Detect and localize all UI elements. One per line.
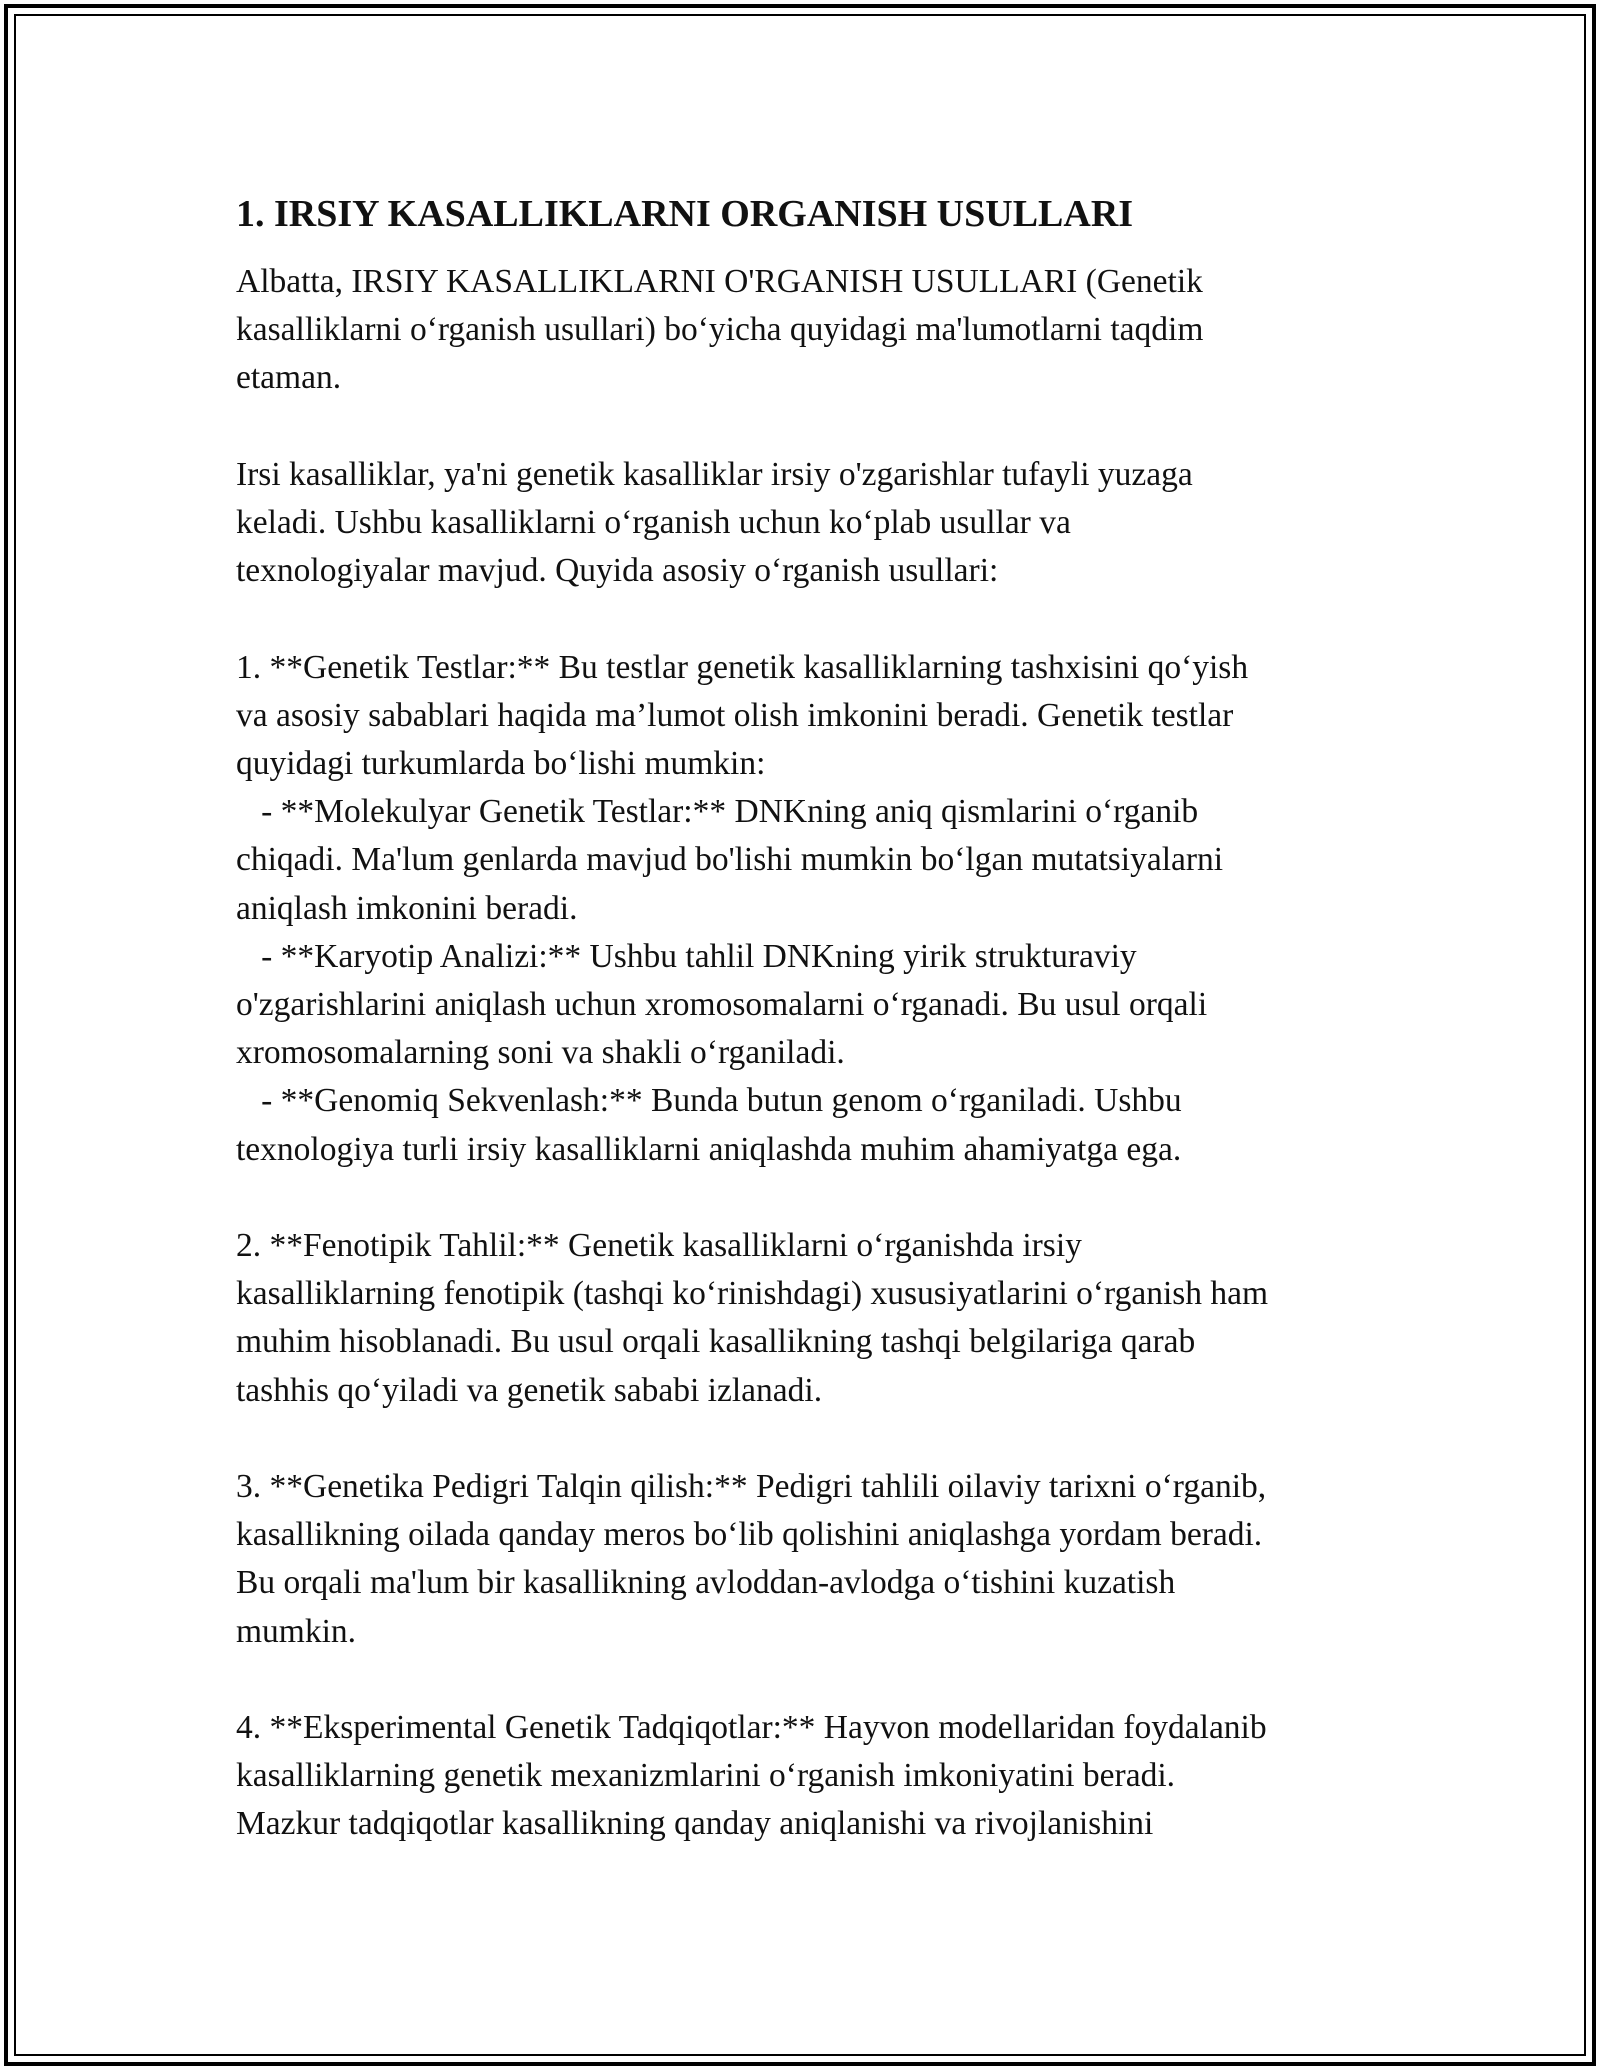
section-phenotypic-analysis: 2. **Fenotipik Tahlil:** Genetik kasalliklarni o‘rganishda irsiy kasalliklarning fenotipik (tashqi ko‘rinishdagi) xususiyatlarini o‘rganish ham muhim hisoblanadi. Bu usul orqali kasallikning tashqi belgilariga qarab tashhis qo‘yiladi va genetik sababi izlanadi.: [236, 1227, 1269, 1409]
paragraph-spacer: [236, 595, 1416, 643]
list-item-molecular-tests: - **Molekulyar Genetik Testlar:** DNKning aniq qismlarini o‘rganib chiqadi. Ma'lum genlarda mavjud bo'lishi mumkin bo‘lgan mutatsiyalarni aniqlash imkonini beradi.: [236, 793, 1224, 927]
intro-paragraph: Albatta, IRSIY KASALLIKLARNI O'RGANISH USULLARI (Genetik kasalliklarni o‘rganish usullari) bo‘yicha quyidagi ma'lumotlarni taqdim etaman.: [236, 263, 1204, 397]
section-genetic-tests: 1. **Genetik Testlar:** Bu testlar genetik kasalliklarning tashxisini qo‘yish va asosiy sabablari haqida ma’lumot olish imkonini beradi. Genetik testlar quyidagi turkumlarda bo‘lishi mumkin:: [236, 648, 1249, 782]
document-title: 1. IRSIY KASALLIKLARNI ORGANISH USULLARI: [236, 193, 1134, 235]
section-experimental-research: 4. **Eksperimental Genetik Tadqiqotlar:** Hayvon modellaridan foydalanib kasalliklarning genetik mexanizmlarini o‘rganish imkoniyatini beradi. Mazkur tadqiqotlar kasallikning qanday aniqlanishi va rivojlanishini: [236, 1709, 1267, 1843]
paragraph-spacer: [236, 1415, 1416, 1463]
list-item-karyotype-analysis: - **Karyotip Analizi:** Ushbu tahlil DNKning yirik strukturaviy o'zgarishlarini aniqlash uchun xromosomalarni o‘rganadi. Bu usul orqali xromosomalarning soni va shakli o‘rganiladi.: [236, 937, 1208, 1072]
overview-paragraph: Irsi kasalliklar, ya'ni genetik kasalliklar irsiy o'zgarishlar tufayli yuzaga keladi. Ushbu kasalliklarni o‘rganish uchun ko‘plab usullar va texnologiyalar mavjud. Quyida asosiy o‘rganish usullari:: [236, 455, 1193, 590]
paragraph-spacer: [236, 1656, 1416, 1704]
paragraph-spacer: [236, 1174, 1416, 1222]
section-pedigree-analysis: 3. **Genetika Pedigri Talqin qilish:** Pedigri tahlili oilaviy tarixni o‘rganib, kasallikning oilada qanday meros bo‘lib qolishini aniqlashga yordam beradi. Bu orqali ma'lum bir kasallikning avloddan-avlodga o‘tishini kuzatish mumkin.: [236, 1468, 1267, 1650]
list-item-genome-sequencing: - **Genomiq Sekvenlash:** Bunda butun genom o‘rganiladi. Ushbu texnologiya turli irsiy kasalliklarni aniqlashda muhim ahamiyatga ega.: [236, 1082, 1182, 1168]
paragraph-spacer: [236, 403, 1416, 451]
document-body: [236, 188, 1416, 1849]
